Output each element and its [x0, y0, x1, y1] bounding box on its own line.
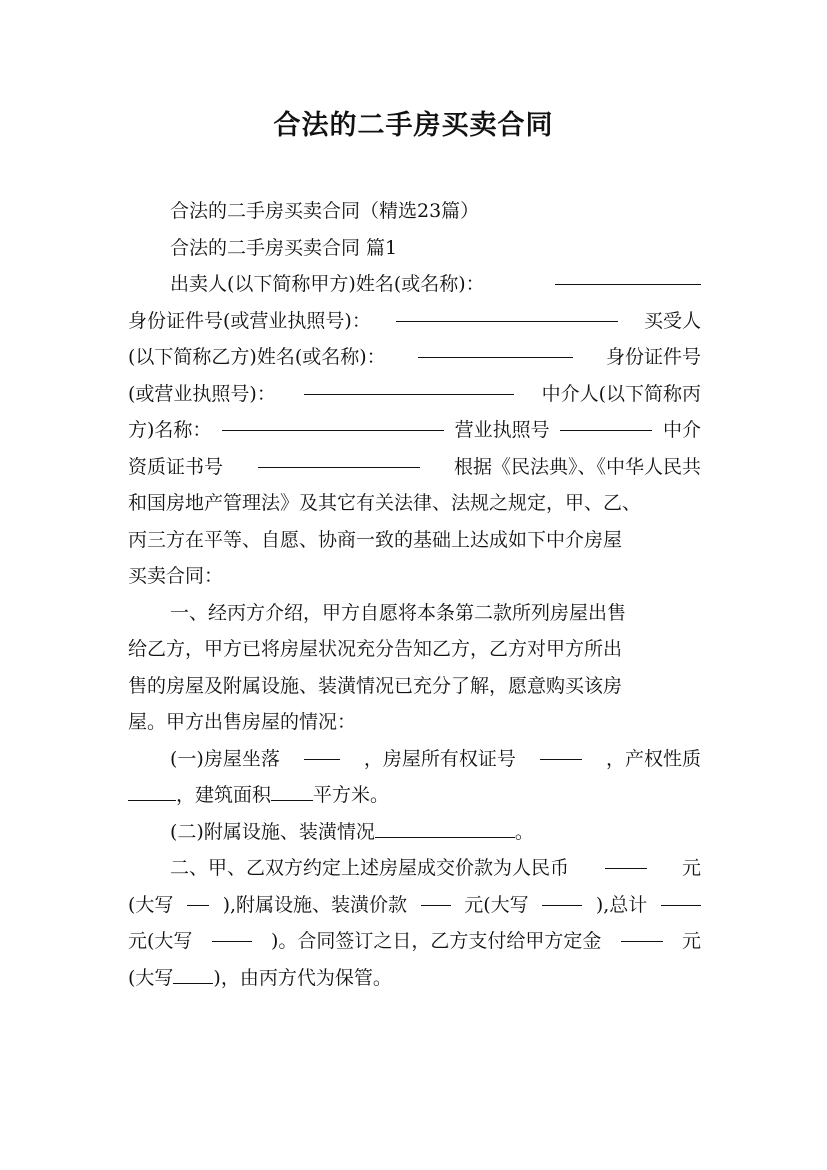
paragraph-line: 二、甲、乙双方约定上述房屋成交价款为人民币 元: [128, 850, 701, 887]
paragraph-line: 资质证书号 根据《民法典》、《中华人民共: [128, 449, 701, 486]
paragraph-line: (大写 ),附属设施、装潢价款 元(大写 ),总计: [128, 887, 701, 924]
paragraph-line: 和国房地产管理法》及其它有关法律、法规之规定，甲、乙、: [128, 492, 642, 514]
blank-field: [605, 850, 647, 869]
blank-field: [375, 819, 515, 838]
subtitle-line: 合法的二手房买卖合同（精选23篇）: [170, 200, 480, 222]
blank-field: [173, 965, 213, 984]
paragraph-line: 买卖合同：: [128, 565, 224, 587]
paragraph-line: 给乙方，甲方已将房屋状况充分告知乙方，乙方对甲方所出: [128, 638, 623, 660]
blank-field: [555, 266, 701, 285]
section-heading: 合法的二手房买卖合同 篇1: [170, 236, 398, 259]
blank-field: [396, 303, 618, 322]
paragraph-line: 元(大写 )。合同签订之日，乙方支付给甲方定金 元: [128, 923, 701, 960]
paragraph-line: 出卖人(以下简称甲方)姓名(或名称)：: [128, 266, 701, 303]
blank-field: [560, 412, 652, 431]
paragraph-line: (以下简称乙方)姓名(或名称)： 身份证件号: [128, 339, 701, 376]
blank-field: [542, 887, 582, 906]
blank-field: [421, 887, 451, 906]
blank-field: [418, 339, 573, 358]
blank-field: [540, 741, 582, 760]
paragraph-line: 售的房屋及附属设施、装潢情况已充分了解，愿意购买该房: [128, 674, 623, 697]
blank-field: [222, 412, 444, 431]
blank-field: [304, 741, 340, 760]
blank-field: [271, 782, 313, 801]
document-body: [128, 193, 701, 996]
paragraph-line: 一、经丙方介绍，甲方自愿将本条第二款所列房屋出售: [170, 601, 627, 624]
document-title: 合法的二手房买卖合同: [273, 110, 554, 141]
blank-field: [258, 449, 420, 468]
blank-field: [187, 887, 209, 906]
paragraph-line: (大写 )，由丙方代为保管。: [128, 966, 392, 989]
paragraph-line: 方)名称： 营业执照号 中介: [128, 412, 701, 449]
blank-field: [128, 782, 176, 801]
paragraph-line: 屋。甲方出售房屋的情况：: [128, 711, 357, 733]
blank-field: [661, 887, 701, 906]
paragraph-line: ，建筑面积 平方米。: [128, 777, 701, 814]
paragraph-line: 丙三方在平等、自愿、协商一致的基础上达成如下中介房屋: [128, 528, 623, 551]
paragraph-line: (二)附属设施、装潢情况 。: [170, 820, 534, 843]
blank-field: [621, 923, 663, 942]
paragraph-line: 身份证件号(或营业执照号)： 买受人: [128, 303, 701, 340]
paragraph-line: (或营业执照号)： 中介人(以下简称丙: [128, 376, 701, 413]
blank-field: [212, 923, 252, 942]
paragraph-line: (一)房屋坐落 ，房屋所有权证号 ，产权性质: [128, 741, 701, 778]
blank-field: [304, 376, 514, 395]
